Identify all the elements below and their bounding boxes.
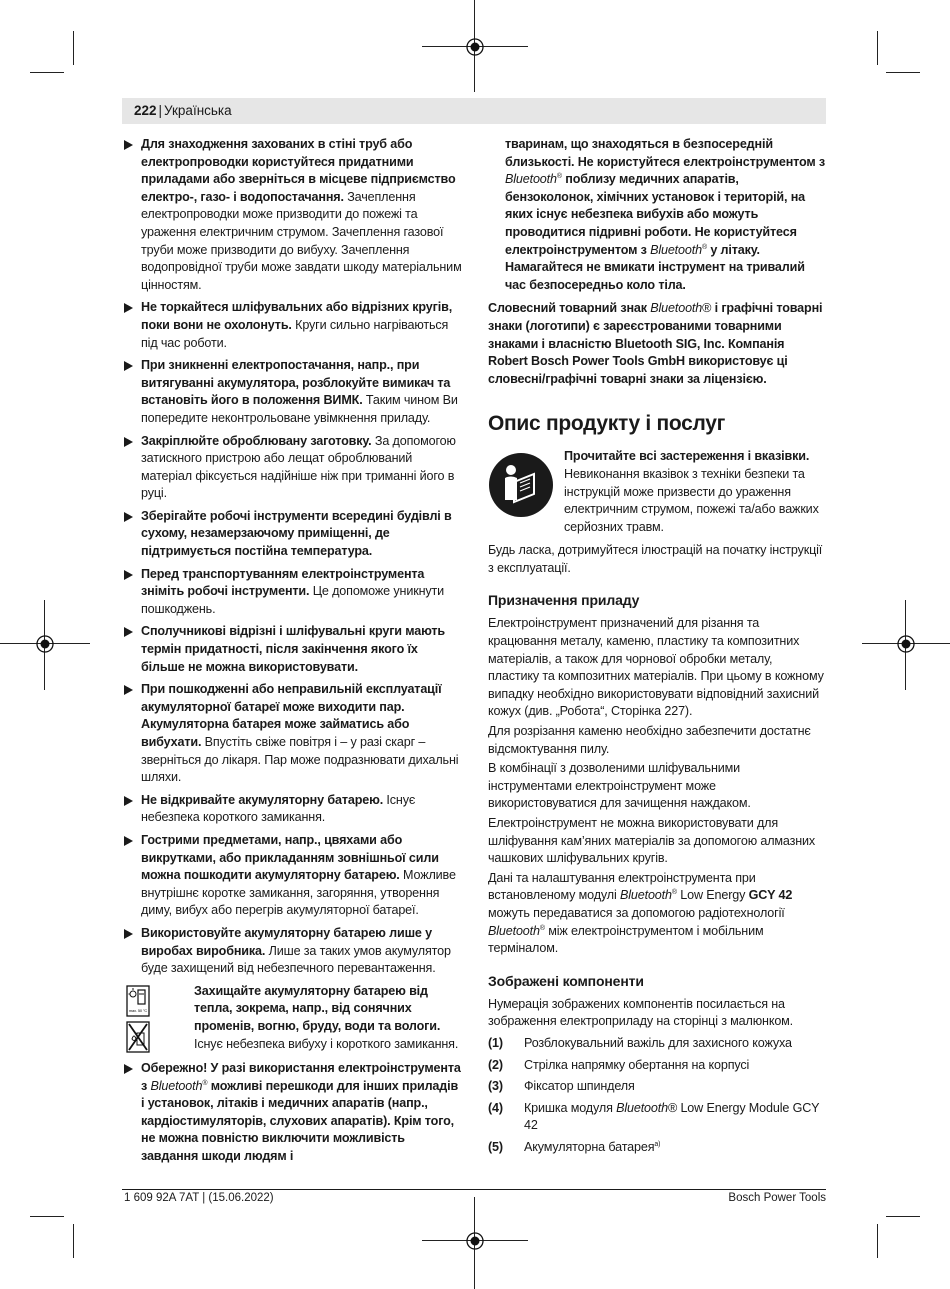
footnote-mark: a) <box>654 1140 661 1148</box>
bullet-text: Зачеплення електропроводки може призводити до пожежі та ураження електричним струмом. Зачеплення газової труби може призводити до вибуху. Зачеплення водопровідної труби може завдати шкоду матеріальним цінностям. <box>141 189 462 292</box>
bullet-arrow-icon <box>124 140 133 150</box>
warning-text: Невиконання вказівок з техніки безпеки та інструкцій може призвести до ураження електричним струмом, пожежі та/або важких серйозних травм. <box>564 466 819 534</box>
bullet-text: Це допоможе уникнути пошкоджень. <box>141 584 445 616</box>
list-item <box>124 623 464 676</box>
bluetooth-term: Bluetooth <box>620 888 672 903</box>
bullet-bold-text: Обережно! У разі використання електроінструмента з <box>141 1061 461 1093</box>
list-item <box>124 508 464 561</box>
component-number: (5) <box>488 1139 503 1154</box>
warning-icons <box>124 983 194 1053</box>
bullet-bold-text: Не відкривайте акумуляторну батарею. <box>141 792 384 807</box>
bluetooth-term: Bluetooth <box>505 172 557 187</box>
model-name: GCY 42 <box>748 888 793 903</box>
continuation-text: тваринам, що знаходяться в безпосередній близькості. Не користуйтеся електроінструментом з <box>505 137 826 169</box>
component-item <box>488 1078 826 1096</box>
trademark-text: Словесний товарний знак <box>488 301 651 316</box>
component-label: Розблокувальний важіль для захисного кожуха <box>524 1035 792 1050</box>
component-label: Кришка модуля <box>524 1100 617 1115</box>
component-number: (4) <box>488 1100 503 1115</box>
bullet-bold-text: Гострими предметами, напр., цвяхами або викрутками, або прикладанням зовнішньої сили можна пошкодити акумуляторну батарею. <box>141 832 439 883</box>
continuation-text: у літаку. Намагайтеся не вмикати інструмент на тривалий час безпосередньо коло тіла. <box>505 242 805 292</box>
purpose-paragraph: Електроінструмент не можна використовувати для шліфування кам’яних матеріалів за допомогою алмазних чашкових шліфувальних кругів. <box>488 816 816 866</box>
paragraph-text: Low Energy <box>676 888 749 903</box>
components-title: Зображені компоненти <box>488 972 644 989</box>
crop-mark <box>73 31 74 65</box>
bullet-arrow-icon <box>124 437 133 447</box>
bullet-bold-text: можливі перешкоди для інших приладів і установок, літаків і медичних апаратів (напр., кардіостимуляторів, слухових апаратів). Крім того, не можна повністю виключити можливість завдання шкоди людям і <box>141 1078 459 1164</box>
bullet-bold-text: При зникненні електропостачання, напр., при витягуванні акумулятора, розблокуйте вимикач та встановіть його в положення ВИМК. <box>141 358 451 408</box>
bullet-bold-text: Для знаходження захованих в стіні труб або електропроводки користуйтеся придатними приладами або зверніться в місцеве підприємство електро-, газо- і водопостачання. <box>141 137 456 204</box>
note-text: Існує небезпека вибуху і короткого замикання. <box>194 1036 459 1051</box>
bullet-arrow-icon <box>124 570 133 580</box>
paragraph-text: між електроінструментом і мобільним терміналом. <box>488 923 764 956</box>
read-manual-icon <box>488 452 554 518</box>
component-item <box>488 1035 826 1053</box>
registered-mark: ® <box>671 889 677 897</box>
warning-bold-text: Прочитайте всі застереження і вказівки. <box>564 449 810 464</box>
paragraph-text: Дані та налаштування електроінструмента при встановленому модулі <box>488 870 756 903</box>
battery-heat-warning-icon <box>126 985 150 1017</box>
bullet-arrow-icon <box>124 1064 133 1074</box>
read-instructions-warning <box>488 448 826 536</box>
list-item <box>124 1060 464 1166</box>
registration-mark-icon <box>34 633 56 655</box>
registered-mark: ® <box>539 924 545 932</box>
crop-mark <box>886 72 920 73</box>
list-item <box>124 792 464 827</box>
bullet-bold-text: При пошкодженні або неправильній експлуатації акумуляторної батареї може виходити пар. Акумуляторна батарея може займатись або вибухати. <box>141 682 442 749</box>
list-item <box>124 925 464 978</box>
left-column <box>124 136 464 1171</box>
bullet-text: Круги сильно нагріваються під час роботи. <box>141 317 449 350</box>
right-column <box>488 136 826 1161</box>
note-bold-text: Захищайте акумуляторну батарею від тепла, зокрема, напр., від сонячних променів, вогню, бруду, води та вологи. <box>194 983 441 1033</box>
component-item <box>488 1100 826 1135</box>
purpose-paragraph: Електроінструмент призначений для різання та крацювання металу, каменю, пластику та композитних матеріалів, а також для чорнової обробки металу, пластику та композитних матеріалів. При цьому в кожному випадку необхідно використовувати відповідний захисний кожух (див. „Робота“, Сторінка 227). <box>488 616 824 719</box>
list-item <box>124 357 464 427</box>
registration-mark-icon <box>895 633 917 655</box>
component-item <box>488 1057 826 1075</box>
component-label: Low Energy Module GCY 42 <box>524 1100 820 1133</box>
bullet-text: Існує небезпека короткого замикання. <box>141 792 416 825</box>
component-number: (1) <box>488 1035 503 1050</box>
crop-mark <box>30 1216 64 1217</box>
bullet-arrow-icon <box>124 796 133 806</box>
bullet-bold-text: Використовуйте акумуляторну батарею лише у виробах виробника. <box>141 925 432 958</box>
bluetooth-term: Bluetooth <box>650 242 702 257</box>
bullet-text: За допомогою затискного пристрою або лещат оброблюваний матеріал фіксується надійніше ніж при триманні його в руці. <box>141 433 456 501</box>
crop-mark <box>877 1224 878 1258</box>
bullet-bold-text: Закріплюйте оброблювану заготовку. <box>141 433 372 448</box>
list-item <box>124 136 464 294</box>
bullet-arrow-icon <box>124 929 133 939</box>
bullet-text: Можливе внутрішнє коротке замикання, загоряння, утворення диму, вибух або перегрів акумуляторної батареї. <box>141 868 456 918</box>
list-item <box>124 681 464 787</box>
bullet-bold-text: Зберігайте робочі інструменти всередині будівлі в сухому, незамерзаючому приміщенні, де підтримується постійна температура. <box>141 508 452 559</box>
footer-divider <box>122 1189 826 1190</box>
registered-mark: ® <box>667 1100 678 1115</box>
bluetooth-term: Bluetooth <box>488 923 540 938</box>
header-language: Українська <box>164 103 232 118</box>
page-header: 222 | Українська <box>134 103 232 118</box>
components-intro: Нумерація зображених компонентів посилається на зображення електроприладу на сторінці з малюнком. <box>488 996 794 1029</box>
battery-no-water-icon <box>126 1021 150 1053</box>
list-item <box>124 433 464 503</box>
registered-mark: ® <box>702 301 712 316</box>
bluetooth-term: Bluetooth <box>650 301 703 316</box>
component-number: (2) <box>488 1057 503 1072</box>
bullet-arrow-icon <box>124 627 133 637</box>
crop-mark <box>30 72 64 73</box>
bluetooth-paragraph <box>488 870 826 958</box>
registered-mark: ® <box>701 243 707 251</box>
component-label: Фіксатор шпинделя <box>524 1079 635 1094</box>
bluetooth-term: Bluetooth <box>150 1078 203 1093</box>
crop-mark <box>73 1224 74 1258</box>
footer-brand: Bosch Power Tools <box>728 1192 826 1204</box>
bullet-arrow-icon <box>124 303 133 313</box>
crop-mark <box>886 1216 920 1217</box>
bullet-arrow-icon <box>124 685 133 695</box>
component-item <box>488 1139 826 1157</box>
bullet-bold-text: Перед транспортуванням електроінструмента зніміть робочі інструменти. <box>141 566 425 599</box>
registration-mark-icon <box>464 1230 486 1252</box>
purpose-paragraph: Для розрізання каменю необхідно забезпечити достатнє відсмоктування пилу. <box>488 724 811 756</box>
bullet-text: Лише за таких умов акумулятор буде захищений від небезпечного перевантаження. <box>141 943 451 976</box>
page-number: 222 <box>134 103 157 118</box>
list-item <box>124 299 464 352</box>
bullet-text: Впустіть свіже повітря і – у разі скарг – зверніться до лікаря. Пар може подразнювати дихальні шляхи. <box>141 735 459 785</box>
battery-protection-note <box>124 983 464 1053</box>
registration-mark-icon <box>464 36 486 58</box>
bullet-bold-text: Не торкайтеся шліфувальних або відрізних кругів, поки вони не охолонуть. <box>141 300 453 332</box>
list-item <box>124 566 464 619</box>
illustration-note: Будь ласка, дотримуйтеся ілюстрацій на початку інструкції з експлуатації. <box>488 543 823 575</box>
component-label: Стрілка напрямку обертання на корпусі <box>524 1057 750 1072</box>
component-number: (3) <box>488 1079 503 1094</box>
footer-doc-id: 1 609 92A 7AT | (15.06.2022) <box>124 1192 274 1204</box>
trademark-text: і графічні товарні знаки (логотипи) є зареєстрованими товарними знаками і власністю Bluetooth SIG, Inc. Компанія Robert Bosch Power Tools GmbH використовує ці словесні/графічні товарні знаки за ліцензією. <box>488 301 823 386</box>
trademark-notice <box>488 300 826 388</box>
paragraph-text: можуть передаватися за допомогою радіотехнології <box>488 905 785 920</box>
bluetooth-term: Bluetooth <box>616 1100 668 1115</box>
registered-mark: ® <box>202 1079 208 1087</box>
bullet-bold-text: Сполучникові відрізні і шліфувальні круги мають термін придатності, після закінчення якого їх більше не можна використовувати. <box>141 624 445 674</box>
bullet-arrow-icon <box>124 836 133 846</box>
list-item <box>124 832 464 920</box>
max-temp-label: max. 50 °C <box>128 1007 148 1013</box>
purpose-paragraph: В комбінації з дозволеними шліфувальними інструментами електроінструмент може використовуватися для зачищення наждаком. <box>488 761 751 811</box>
crop-mark <box>877 31 878 65</box>
bluetooth-warning-continuation <box>488 136 826 294</box>
bullet-arrow-icon <box>124 512 133 522</box>
purpose-title: Призначення приладу <box>488 592 640 609</box>
continuation-text: поблизу медичних апаратів, бензоколонок, хімічних установок і територій, на яких існує небезпека вибухів або можуть проводитися підривні роботи. Не користуйтеся електроінструментом з <box>505 172 806 257</box>
bullet-text: Таким чином Ви попередите неконтрольоване увімкнення приладу. <box>141 393 458 425</box>
registered-mark: ® <box>556 173 562 180</box>
section-title: Опис продукту і послуг <box>488 412 726 436</box>
bullet-arrow-icon <box>124 361 133 371</box>
component-label: Акумуляторна батарея <box>524 1139 655 1154</box>
